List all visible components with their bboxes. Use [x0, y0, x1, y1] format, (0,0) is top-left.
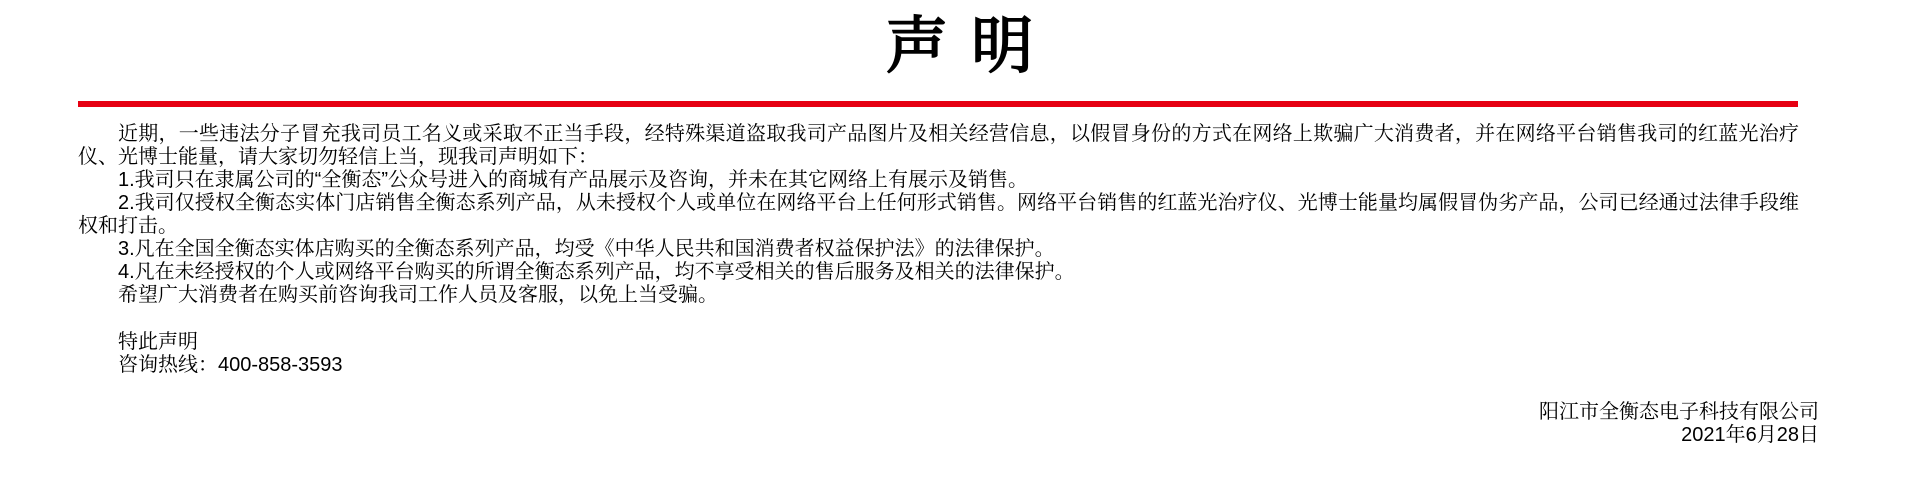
statement-item-2: 2.我司仅授权全衡态实体门店销售全衡态系列产品，从未授权个人或单位在网络平台上任何形式销售。网络平台销售的红蓝光治疗仪、光博士能量均属假冒伪劣产品，公司已经通过法律手段维权和打击。 [78, 192, 1799, 238]
statement-date: 2021年6月28日 [1681, 424, 1819, 447]
statement-body [78, 123, 1799, 377]
closing-paragraph: 希望广大消费者在购买前咨询我司工作人员及客服，以免上当受骗。 [118, 284, 718, 307]
company-name: 阳江市全衡态电子科技有限公司 [1539, 401, 1819, 424]
statement-item-1: 1.我司只在隶属公司的“全衡态”公众号进入的商城有产品展示及咨询，并未在其它网络上有展示及销售。 [118, 169, 1028, 192]
signoff-block [78, 331, 1799, 377]
signature-block [78, 401, 1819, 447]
statement-item-3: 3.凡在全国全衡态实体店购买的全衡态系列产品，均受《中华人民共和国消费者权益保护法》的法律保护。 [118, 238, 1055, 261]
statement-item-4: 4.凡在未经授权的个人或网络平台购买的所谓全衡态系列产品，均不享受相关的售后服务及相关的法律保护。 [118, 261, 1075, 284]
signoff-line: 特此声明 [118, 331, 198, 354]
document-title: 声明 [885, 12, 1057, 81]
red-divider [78, 101, 1798, 107]
intro-paragraph: 近期，一些违法分子冒充我司员工名义或采取不正当手段，经特殊渠道盗取我司产品图片及相关经营信息，以假冒身份的方式在网络上欺骗广大消费者，并在网络平台销售我司的红蓝光治疗仪、光博士能量，请大家切勿轻信上当，现我司声明如下： [78, 123, 1799, 169]
hotline-line: 咨询热线：400-858-3593 [118, 354, 343, 377]
